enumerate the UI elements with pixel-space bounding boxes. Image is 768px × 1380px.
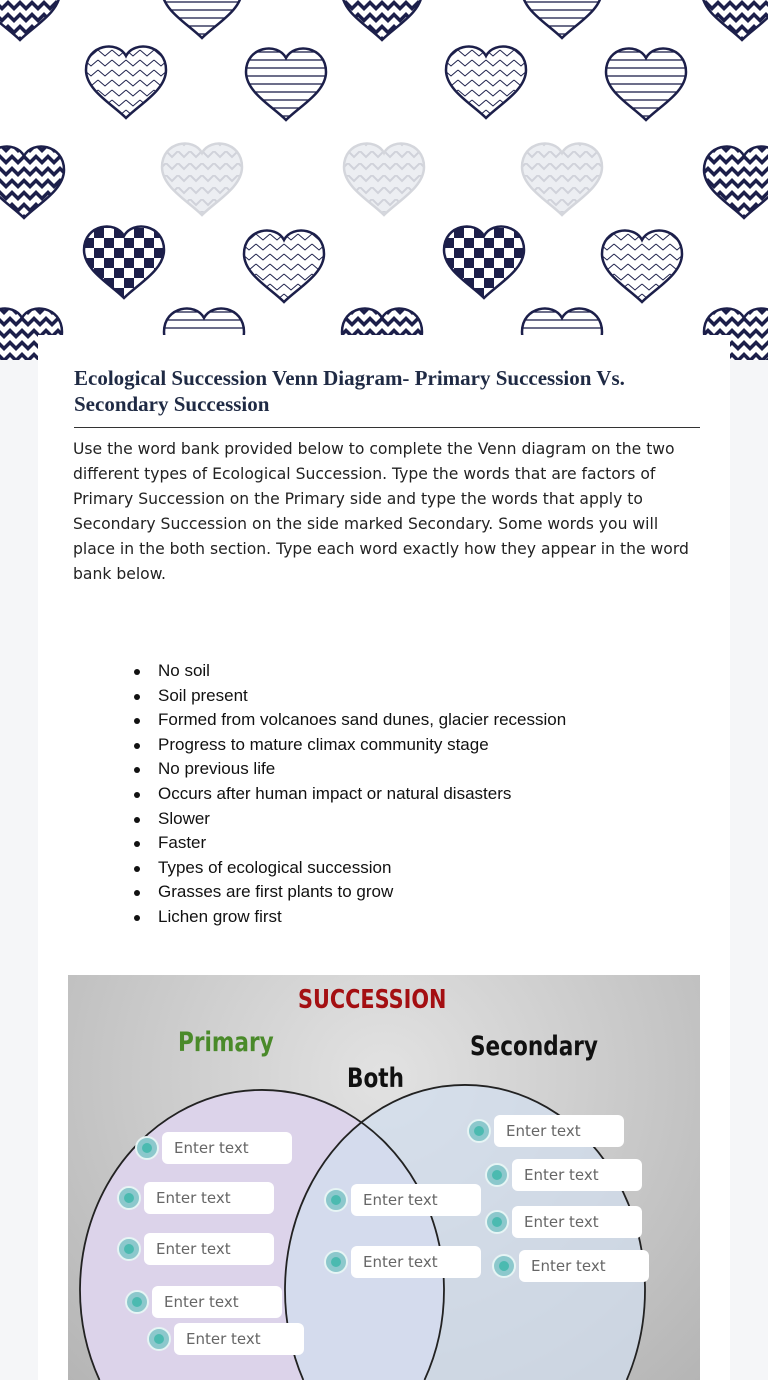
secondary-input-4[interactable]	[519, 1250, 649, 1282]
both-field-1	[324, 1184, 481, 1216]
word-bank-item: No soil	[132, 659, 566, 684]
instructions-text: Use the word bank provided below to complete the Venn diagram on the two different types of Ecological Succession. Type the words that are factors of Primary Succession on the Primary side and type the words that apply to Secondary Succession on the side marked Secondary. Some words you will place in the both section. Type each word exactly how they appear in the word bank below.	[73, 440, 689, 583]
both-label: Both	[347, 1063, 405, 1094]
primary-input-1[interactable]	[162, 1132, 292, 1164]
primary-field-2	[117, 1182, 274, 1214]
primary-input-2[interactable]	[144, 1182, 274, 1214]
bullet-icon	[324, 1250, 348, 1274]
both-input-2[interactable]	[351, 1246, 481, 1278]
word-bank-list	[132, 659, 566, 930]
word-bank-item: Grasses are first plants to grow	[132, 880, 566, 905]
secondary-input-2[interactable]	[512, 1159, 642, 1191]
both-field-2	[324, 1246, 481, 1278]
word-bank-item: Soil present	[132, 684, 566, 709]
secondary-field-3	[485, 1206, 642, 1238]
word-bank-item: Types of ecological succession	[132, 856, 566, 881]
venn-heading: SUCCESSION	[298, 985, 447, 1015]
secondary-field-1	[467, 1115, 624, 1147]
secondary-field-4	[492, 1250, 649, 1282]
both-input-1[interactable]	[351, 1184, 481, 1216]
primary-label: Primary	[178, 1027, 274, 1058]
word-bank-item: Lichen grow first	[132, 905, 566, 930]
primary-field-5	[147, 1323, 304, 1355]
primary-input-4[interactable]	[152, 1286, 282, 1318]
secondary-label: Secondary	[470, 1031, 598, 1062]
bullet-icon	[117, 1237, 141, 1261]
primary-field-1	[135, 1132, 292, 1164]
bullet-icon	[492, 1254, 516, 1278]
primary-input-3[interactable]	[144, 1233, 274, 1265]
hearts-pattern	[0, 0, 768, 360]
secondary-field-2	[485, 1159, 642, 1191]
word-bank-item: Formed from volcanoes sand dunes, glacier recession	[132, 708, 566, 733]
page-title: Ecological Succession Venn Diagram- Primary Succession Vs. Secondary Succession	[74, 365, 700, 428]
primary-input-5[interactable]	[174, 1323, 304, 1355]
primary-field-3	[117, 1233, 274, 1265]
bullet-icon	[485, 1210, 509, 1234]
word-bank-item: No previous life	[132, 757, 566, 782]
bullet-icon	[147, 1327, 171, 1351]
word-bank-item: Occurs after human impact or natural disasters	[132, 782, 566, 807]
bullet-icon	[135, 1136, 159, 1160]
word-bank-item: Slower	[132, 807, 566, 832]
word-bank-item: Progress to mature climax community stage	[132, 733, 566, 758]
bullet-icon	[485, 1163, 509, 1187]
venn-diagram	[68, 975, 700, 1380]
bullet-icon	[117, 1186, 141, 1210]
header-banner	[0, 0, 768, 360]
primary-field-4	[125, 1286, 282, 1318]
bullet-icon	[467, 1119, 491, 1143]
word-bank-item: Faster	[132, 831, 566, 856]
secondary-input-1[interactable]	[494, 1115, 624, 1147]
secondary-input-3[interactable]	[512, 1206, 642, 1238]
worksheet-card	[38, 335, 730, 1380]
bullet-icon	[324, 1188, 348, 1212]
bullet-icon	[125, 1290, 149, 1314]
